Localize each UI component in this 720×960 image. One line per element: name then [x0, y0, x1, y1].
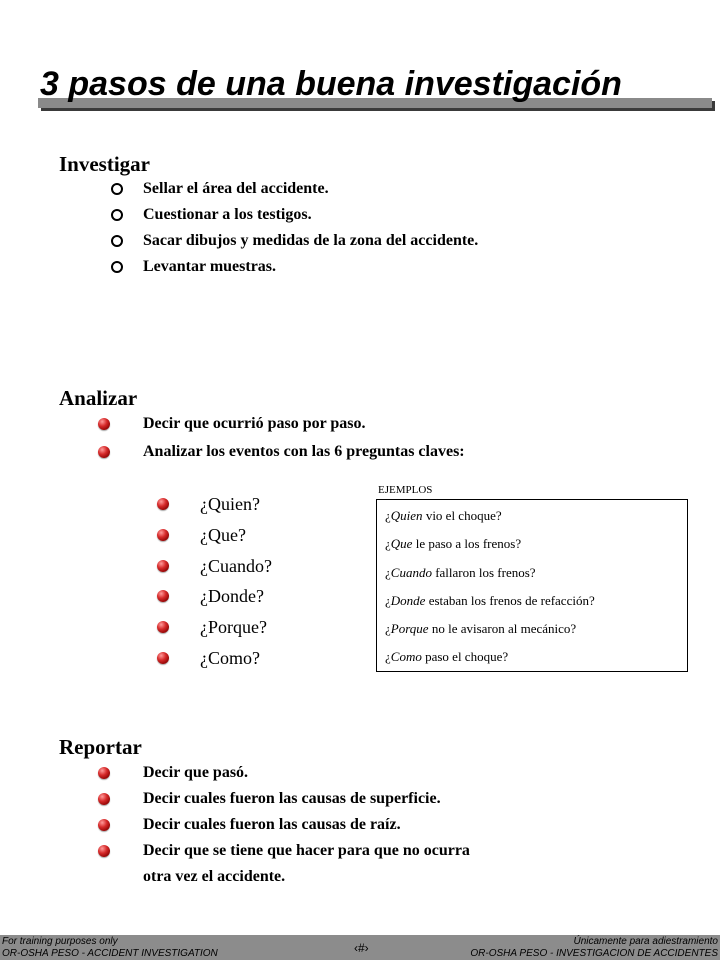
- example-line: ¿Donde estaban los frenos de refacción?: [385, 593, 595, 608]
- example-line: ¿Cuando fallaron los frenos?: [385, 565, 536, 580]
- example-line: ¿Que le paso a los frenos?: [385, 536, 522, 551]
- section-heading-reportar: Reportar: [59, 735, 142, 759]
- footer-page-number: ‹#›: [354, 941, 369, 955]
- question-item: ¿Cuando?: [200, 556, 272, 576]
- question-item: ¿Que?: [200, 525, 246, 545]
- ring-bullet-icon: [111, 235, 123, 247]
- footer-right-line2: OR-OSHA PESO - INVESTIGACION DE ACCIDENTES: [470, 948, 718, 959]
- red-ball-bullet-icon: [98, 418, 110, 430]
- red-ball-bullet-icon: [98, 446, 110, 458]
- ring-bullet-icon: [111, 209, 123, 221]
- section-heading-analizar: Analizar: [59, 386, 138, 410]
- red-ball-bullet-icon: [157, 529, 169, 541]
- list-item: Analizar los eventos con las 6 preguntas claves:: [143, 443, 465, 460]
- example-line: ¿Como paso el choque?: [385, 649, 509, 664]
- red-ball-bullet-icon: [157, 652, 169, 664]
- list-item: Decir cuales fueron las causas de superficie.: [143, 790, 441, 807]
- example-line: ¿Quien vio el choque?: [385, 508, 502, 523]
- ring-bullet-icon: [111, 183, 123, 195]
- red-ball-bullet-icon: [98, 819, 110, 831]
- list-item: Decir cuales fueron las causas de raíz.: [143, 816, 401, 833]
- list-item: Sellar el área del accidente.: [143, 180, 329, 197]
- red-ball-bullet-icon: [157, 621, 169, 633]
- red-ball-bullet-icon: [98, 845, 110, 857]
- red-ball-bullet-icon: [157, 590, 169, 602]
- question-item: ¿Como?: [200, 648, 260, 668]
- red-ball-bullet-icon: [98, 767, 110, 779]
- list-item: Decir que ocurrió paso por paso.: [143, 415, 366, 432]
- footer: [0, 935, 720, 960]
- page-title: 3 pasos de una buena investigación: [40, 65, 622, 103]
- question-item: ¿Porque?: [200, 617, 267, 637]
- red-ball-bullet-icon: [157, 560, 169, 572]
- examples-box: [376, 499, 688, 672]
- list-item: Levantar muestras.: [143, 258, 277, 275]
- question-item: ¿Donde?: [200, 586, 264, 606]
- section-heading-investigar: Investigar: [59, 152, 150, 176]
- ring-bullet-icon: [111, 261, 123, 273]
- list-item-continuation: otra vez el accidente.: [143, 868, 286, 885]
- examples-label: EJEMPLOS: [378, 484, 433, 496]
- list-item: Decir que pasó.: [143, 764, 249, 781]
- question-item: ¿Quien?: [200, 494, 260, 514]
- footer-right-line1: Únicamente para adiestramiento: [573, 936, 718, 947]
- list-item: Sacar dibujos y medidas de la zona del accidente.: [143, 232, 479, 249]
- list-item: Cuestionar a los testigos.: [143, 206, 312, 223]
- example-line: ¿Porque no le avisaron al mecánico?: [385, 621, 577, 636]
- footer-left-line2: OR-OSHA PESO - ACCIDENT INVESTIGATION: [2, 948, 218, 959]
- red-ball-bullet-icon: [98, 793, 110, 805]
- red-ball-bullet-icon: [157, 498, 169, 510]
- list-item: Decir que se tiene que hacer para que no ocurra: [143, 842, 470, 859]
- footer-left-line1: For training purposes only: [2, 936, 118, 947]
